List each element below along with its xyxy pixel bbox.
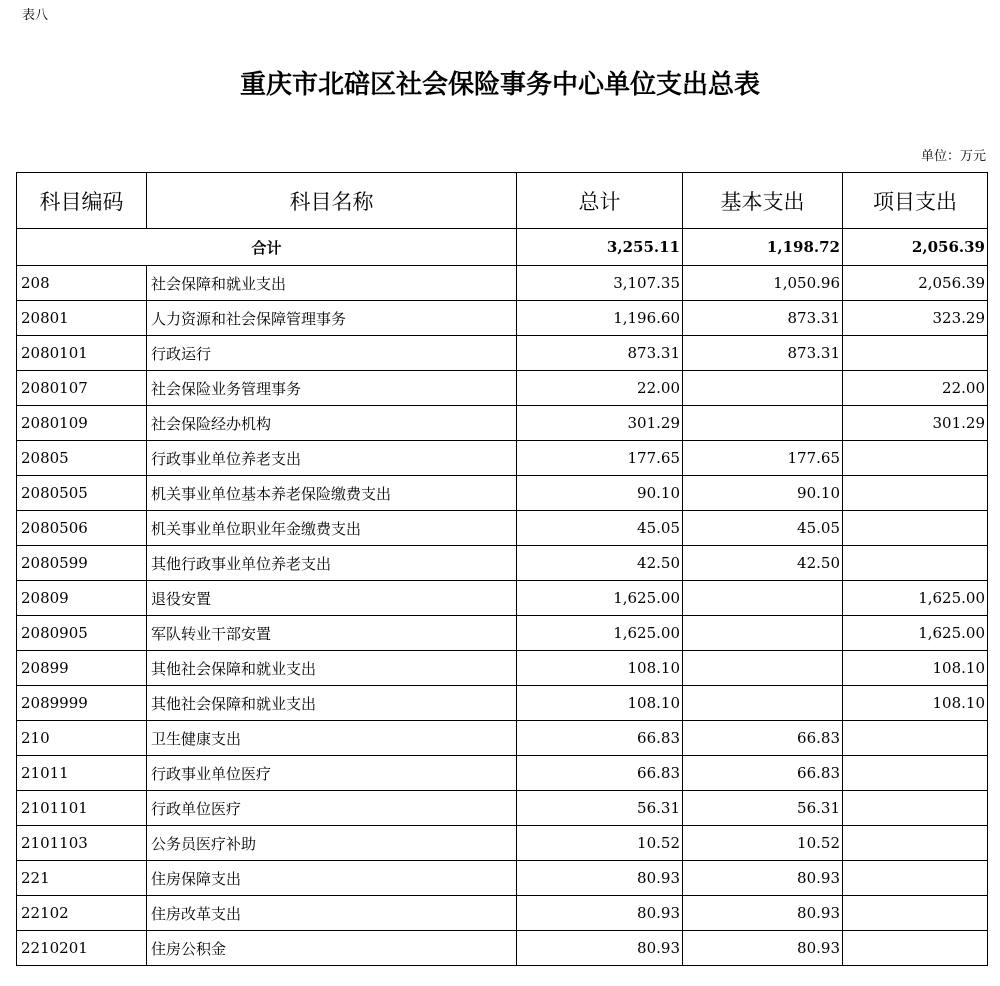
table-row bbox=[17, 931, 988, 966]
row-name: 行政事业单位养老支出 bbox=[147, 441, 517, 476]
row-basic: 177.65 bbox=[683, 441, 843, 476]
row-code: 2080107 bbox=[17, 371, 147, 406]
row-code: 2080101 bbox=[17, 336, 147, 371]
row-total: 80.93 bbox=[517, 931, 683, 966]
row-project bbox=[843, 546, 988, 581]
row-project bbox=[843, 511, 988, 546]
row-code: 2089999 bbox=[17, 686, 147, 721]
row-code: 2101103 bbox=[17, 826, 147, 861]
row-code: 2101101 bbox=[17, 791, 147, 826]
row-total: 3,107.35 bbox=[517, 266, 683, 301]
row-project bbox=[843, 791, 988, 826]
row-total: 108.10 bbox=[517, 651, 683, 686]
row-name: 公务员医疗补助 bbox=[147, 826, 517, 861]
row-name: 行政运行 bbox=[147, 336, 517, 371]
row-basic bbox=[683, 406, 843, 441]
table-row bbox=[17, 896, 988, 931]
row-basic bbox=[683, 581, 843, 616]
row-name: 社会保险经办机构 bbox=[147, 406, 517, 441]
row-total: 80.93 bbox=[517, 861, 683, 896]
row-basic: 873.31 bbox=[683, 301, 843, 336]
page-title: 重庆市北碚区社会保险事务中心单位支出总表 bbox=[239, 70, 760, 100]
table-row bbox=[17, 301, 988, 336]
row-project: 323.29 bbox=[843, 301, 988, 336]
row-total: 177.65 bbox=[517, 441, 683, 476]
total-row bbox=[17, 229, 988, 266]
row-code: 22102 bbox=[17, 896, 147, 931]
row-total: 1,625.00 bbox=[517, 616, 683, 651]
row-name: 社会保障和就业支出 bbox=[147, 266, 517, 301]
row-project: 108.10 bbox=[843, 686, 988, 721]
row-name: 军队转业干部安置 bbox=[147, 616, 517, 651]
header-basic: 基本支出 bbox=[683, 173, 843, 229]
row-total: 1,196.60 bbox=[517, 301, 683, 336]
row-project bbox=[843, 336, 988, 371]
row-project: 108.10 bbox=[843, 651, 988, 686]
header-project: 项目支出 bbox=[843, 173, 988, 229]
row-name: 人力资源和社会保障管理事务 bbox=[147, 301, 517, 336]
row-name: 退役安置 bbox=[147, 581, 517, 616]
row-project bbox=[843, 826, 988, 861]
row-name: 卫生健康支出 bbox=[147, 721, 517, 756]
table-row bbox=[17, 616, 988, 651]
row-total: 301.29 bbox=[517, 406, 683, 441]
row-basic: 66.83 bbox=[683, 756, 843, 791]
row-basic: 80.93 bbox=[683, 931, 843, 966]
row-project bbox=[843, 896, 988, 931]
row-name: 其他社会保障和就业支出 bbox=[147, 686, 517, 721]
table-row bbox=[17, 371, 988, 406]
row-basic bbox=[683, 616, 843, 651]
row-name: 住房公积金 bbox=[147, 931, 517, 966]
row-name: 行政单位医疗 bbox=[147, 791, 517, 826]
row-project: 301.29 bbox=[843, 406, 988, 441]
row-project bbox=[843, 721, 988, 756]
table-row bbox=[17, 476, 988, 511]
row-total: 45.05 bbox=[517, 511, 683, 546]
row-project bbox=[843, 861, 988, 896]
unit-label: 单位：万元 bbox=[920, 149, 986, 164]
total-basic: 1,198.72 bbox=[683, 229, 843, 266]
table-row bbox=[17, 756, 988, 791]
row-project bbox=[843, 476, 988, 511]
row-basic: 80.93 bbox=[683, 861, 843, 896]
header-code: 科目编码 bbox=[17, 173, 147, 229]
expenditure-table bbox=[16, 172, 988, 966]
row-code: 221 bbox=[17, 861, 147, 896]
row-code: 2080599 bbox=[17, 546, 147, 581]
row-code: 20809 bbox=[17, 581, 147, 616]
row-code: 210 bbox=[17, 721, 147, 756]
row-total: 1,625.00 bbox=[517, 581, 683, 616]
row-basic: 45.05 bbox=[683, 511, 843, 546]
row-name: 其他行政事业单位养老支出 bbox=[147, 546, 517, 581]
row-basic: 873.31 bbox=[683, 336, 843, 371]
row-basic: 80.93 bbox=[683, 896, 843, 931]
table-row bbox=[17, 581, 988, 616]
row-code: 2080506 bbox=[17, 511, 147, 546]
table-row bbox=[17, 826, 988, 861]
row-basic bbox=[683, 686, 843, 721]
total-label: 合计 bbox=[17, 229, 517, 266]
row-project: 22.00 bbox=[843, 371, 988, 406]
table-row bbox=[17, 406, 988, 441]
row-code: 2080505 bbox=[17, 476, 147, 511]
row-total: 66.83 bbox=[517, 756, 683, 791]
row-basic bbox=[683, 651, 843, 686]
total-sum: 3,255.11 bbox=[517, 229, 683, 266]
row-basic: 1,050.96 bbox=[683, 266, 843, 301]
row-name: 住房保障支出 bbox=[147, 861, 517, 896]
row-name: 社会保险业务管理事务 bbox=[147, 371, 517, 406]
row-code: 20805 bbox=[17, 441, 147, 476]
row-code: 208 bbox=[17, 266, 147, 301]
row-project bbox=[843, 441, 988, 476]
row-code: 2080905 bbox=[17, 616, 147, 651]
row-basic: 10.52 bbox=[683, 826, 843, 861]
row-project: 2,056.39 bbox=[843, 266, 988, 301]
row-project bbox=[843, 931, 988, 966]
row-basic: 90.10 bbox=[683, 476, 843, 511]
row-code: 2210201 bbox=[17, 931, 147, 966]
row-total: 108.10 bbox=[517, 686, 683, 721]
row-basic: 66.83 bbox=[683, 721, 843, 756]
table-row bbox=[17, 686, 988, 721]
row-code: 2080109 bbox=[17, 406, 147, 441]
row-name: 机关事业单位职业年金缴费支出 bbox=[147, 511, 517, 546]
row-total: 10.52 bbox=[517, 826, 683, 861]
row-project: 1,625.00 bbox=[843, 616, 988, 651]
header-name: 科目名称 bbox=[147, 173, 517, 229]
row-total: 66.83 bbox=[517, 721, 683, 756]
table-row bbox=[17, 336, 988, 371]
row-project: 1,625.00 bbox=[843, 581, 988, 616]
row-basic: 56.31 bbox=[683, 791, 843, 826]
row-total: 873.31 bbox=[517, 336, 683, 371]
table-row bbox=[17, 441, 988, 476]
row-project bbox=[843, 756, 988, 791]
table-row bbox=[17, 721, 988, 756]
row-name: 行政事业单位医疗 bbox=[147, 756, 517, 791]
table-header-row bbox=[17, 173, 988, 229]
table-row bbox=[17, 511, 988, 546]
row-code: 20801 bbox=[17, 301, 147, 336]
row-total: 90.10 bbox=[517, 476, 683, 511]
row-total: 22.00 bbox=[517, 371, 683, 406]
total-project: 2,056.39 bbox=[843, 229, 988, 266]
row-code: 20899 bbox=[17, 651, 147, 686]
table-row bbox=[17, 546, 988, 581]
table-row bbox=[17, 861, 988, 896]
table-number-label: 表八 bbox=[22, 8, 49, 23]
row-basic: 42.50 bbox=[683, 546, 843, 581]
row-total: 42.50 bbox=[517, 546, 683, 581]
row-name: 其他社会保障和就业支出 bbox=[147, 651, 517, 686]
header-total: 总计 bbox=[517, 173, 683, 229]
row-code: 21011 bbox=[17, 756, 147, 791]
row-basic bbox=[683, 371, 843, 406]
row-total: 80.93 bbox=[517, 896, 683, 931]
row-name: 机关事业单位基本养老保险缴费支出 bbox=[147, 476, 517, 511]
table-row bbox=[17, 791, 988, 826]
row-total: 56.31 bbox=[517, 791, 683, 826]
table-row bbox=[17, 266, 988, 301]
table-row bbox=[17, 651, 988, 686]
row-name: 住房改革支出 bbox=[147, 896, 517, 931]
